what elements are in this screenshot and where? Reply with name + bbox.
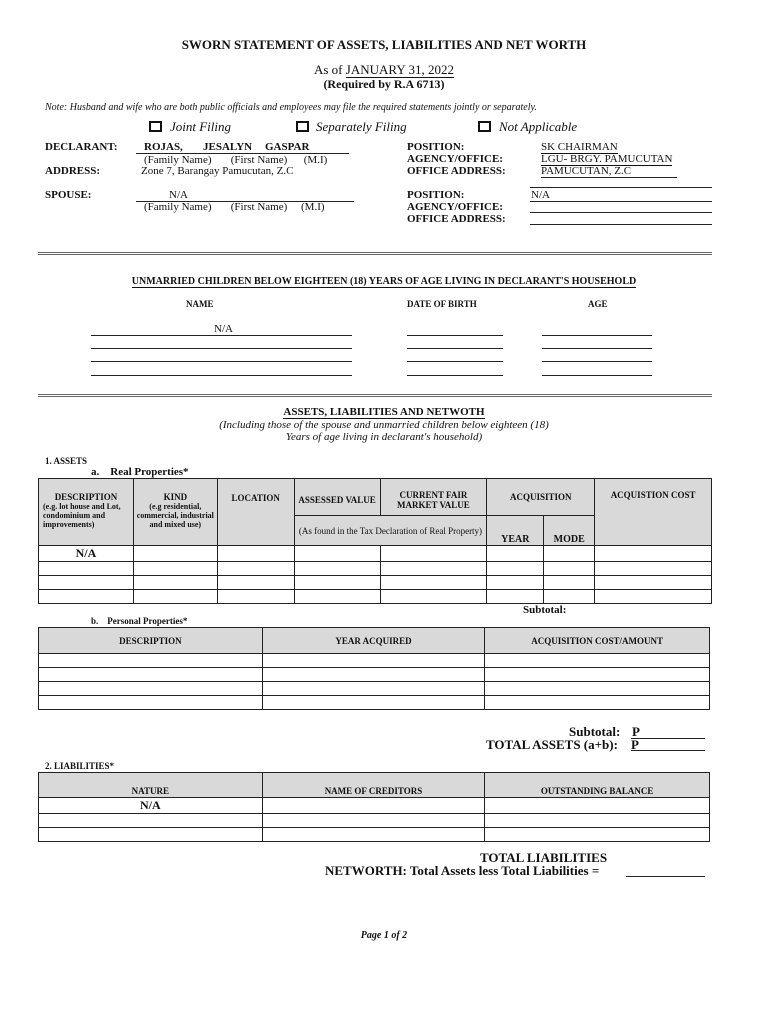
liabilities-col-creditors: NAME OF CREDITORS bbox=[262, 773, 485, 798]
table-cell[interactable] bbox=[39, 814, 263, 828]
table-cell[interactable] bbox=[380, 562, 487, 576]
page-footer: Page 1 of 2 bbox=[360, 930, 408, 941]
not-applicable-checkbox[interactable] bbox=[478, 121, 491, 132]
document-title: SWORN STATEMENT OF ASSETS, LIABILITIES AND NET WORTH bbox=[181, 37, 587, 52]
child-dob-line[interactable] bbox=[407, 348, 503, 349]
agency-value: LGU- BRGY. PAMUCUTAN bbox=[541, 153, 673, 165]
table-row bbox=[39, 546, 712, 562]
child-age-line[interactable] bbox=[542, 348, 652, 349]
table-cell[interactable] bbox=[294, 590, 380, 604]
address-label: ADDRESS: bbox=[45, 165, 101, 177]
section-divider bbox=[38, 252, 712, 255]
as-of-date: JANUARY 31, 2022 bbox=[345, 62, 454, 77]
real-properties-label: a. Real Properties* bbox=[91, 466, 189, 478]
spouse-name-sublabels: (Family Name) (First Name) (M.I) bbox=[144, 201, 325, 213]
child-name-line[interactable] bbox=[91, 335, 352, 336]
spouse-label: SPOUSE: bbox=[45, 189, 92, 201]
real-col-location: LOCATION bbox=[217, 479, 294, 546]
networth-label: NETWORTH: Total Assets less Total Liabilities = bbox=[325, 863, 600, 878]
table-cell[interactable] bbox=[217, 576, 294, 590]
table-cell[interactable] bbox=[595, 562, 712, 576]
table-cell[interactable] bbox=[262, 668, 485, 682]
real-tax-note: (As found in the Tax Declaration of Real Property) bbox=[294, 516, 487, 546]
spouse-position-line bbox=[530, 201, 712, 202]
child-age-line[interactable] bbox=[542, 361, 652, 362]
table-cell[interactable] bbox=[544, 546, 595, 562]
children-heading bbox=[0, 276, 768, 287]
declarant-first-name: JESALYN bbox=[203, 141, 253, 153]
table-cell[interactable] bbox=[294, 576, 380, 590]
children-heading-text: UNMARRIED CHILDREN BELOW EIGHTEEN (18) YEARS OF AGE LIVING IN DECLARANT'S HOUSEHOLD bbox=[131, 276, 637, 287]
real-col-kind bbox=[133, 479, 217, 546]
spouse-position-value: N/A bbox=[531, 189, 550, 201]
address-value: Zone 7, Barangay Pamucutan, Z.C bbox=[141, 165, 294, 177]
table-cell[interactable] bbox=[485, 682, 710, 696]
table-cell[interactable] bbox=[595, 576, 712, 590]
blank-line bbox=[530, 187, 712, 188]
personal-subtotal-label: Subtotal: bbox=[569, 724, 621, 739]
table-cell[interactable] bbox=[133, 562, 217, 576]
total-assets-line bbox=[631, 750, 705, 751]
table-cell[interactable] bbox=[39, 562, 134, 576]
table-cell[interactable] bbox=[217, 562, 294, 576]
table-cell[interactable] bbox=[262, 798, 485, 814]
declarant-name-sublabels: (Family Name) (First Name) (M.I) bbox=[144, 154, 328, 166]
table-cell[interactable] bbox=[262, 814, 485, 828]
spouse-office-address-label: OFFICE ADDRESS: bbox=[407, 213, 506, 225]
real-subtotal-label: Subtotal: bbox=[523, 604, 567, 616]
table-cell[interactable] bbox=[133, 576, 217, 590]
table-row bbox=[39, 696, 710, 710]
alnw-subtitle-1: (Including those of the spouse and unmarried children below eighteen (18) bbox=[219, 419, 549, 431]
table-row bbox=[39, 654, 710, 668]
table-cell[interactable] bbox=[39, 576, 134, 590]
table-cell[interactable] bbox=[39, 668, 263, 682]
table-cell[interactable] bbox=[262, 654, 485, 668]
table-cell[interactable] bbox=[39, 696, 263, 710]
networth-line bbox=[626, 876, 705, 877]
children-col-name: NAME bbox=[186, 299, 214, 309]
office-address-value: PAMUCUTAN, Z.C bbox=[541, 165, 632, 177]
children-first-entry: N/A bbox=[214, 323, 233, 335]
real-col-assessed: ASSESSED VALUE bbox=[294, 479, 380, 516]
agency-label: AGENCY/OFFICE: bbox=[407, 153, 503, 165]
children-col-dob: DATE OF BIRTH bbox=[407, 299, 477, 309]
personal-properties-label: b. Personal Properties* bbox=[91, 616, 188, 626]
child-name-line[interactable] bbox=[91, 361, 352, 362]
declarant-family-name: ROJAS, bbox=[144, 141, 183, 153]
table-row bbox=[39, 798, 710, 814]
table-cell[interactable] bbox=[485, 654, 710, 668]
liabilities-first-entry[interactable]: N/A bbox=[39, 798, 263, 814]
subtotal-line bbox=[631, 738, 705, 739]
joint-filing-checkbox[interactable] bbox=[149, 121, 162, 132]
table-row bbox=[39, 562, 712, 576]
real-properties-table bbox=[38, 478, 712, 604]
child-dob-line[interactable] bbox=[407, 335, 503, 336]
separate-filing-checkbox[interactable] bbox=[296, 121, 309, 132]
table-cell[interactable] bbox=[262, 696, 485, 710]
table-cell[interactable] bbox=[487, 546, 544, 562]
as-of-line bbox=[0, 62, 768, 78]
table-cell[interactable] bbox=[294, 546, 380, 562]
real-col-mode: MODE bbox=[544, 516, 595, 546]
liabilities-col-nature: NATURE bbox=[39, 773, 263, 798]
real-col-acquisition: ACQUISITION bbox=[487, 479, 595, 516]
table-row bbox=[39, 682, 710, 696]
spouse-office-line bbox=[530, 224, 712, 225]
table-cell[interactable] bbox=[544, 590, 595, 604]
table-cell[interactable] bbox=[217, 590, 294, 604]
table-cell[interactable] bbox=[294, 562, 380, 576]
declarant-label: DECLARANT: bbox=[45, 141, 118, 153]
liabilities-label: 2. LIABILITIES* bbox=[45, 761, 115, 771]
child-dob-line[interactable] bbox=[407, 375, 503, 376]
real-first-entry[interactable]: N/A bbox=[39, 546, 134, 562]
personal-col-description: DESCRIPTION bbox=[39, 628, 263, 654]
separate-filing-label: Separately Filing bbox=[316, 119, 407, 134]
table-cell[interactable] bbox=[485, 798, 710, 814]
position-value: SK CHAIRMAN bbox=[541, 141, 618, 153]
table-cell[interactable] bbox=[595, 546, 712, 562]
total-assets-value: P bbox=[631, 737, 639, 752]
table-cell[interactable] bbox=[544, 576, 595, 590]
office-address-label: OFFICE ADDRESS: bbox=[407, 165, 506, 177]
personal-subtotal-value: P bbox=[632, 724, 640, 739]
joint-filing-label: Joint Filing bbox=[170, 119, 232, 134]
children-col-age: AGE bbox=[588, 299, 608, 309]
filing-note: Note: Husband and wife who are both public officials and employees may file the required statements jointly or separately. bbox=[45, 102, 537, 113]
real-col-description bbox=[39, 479, 134, 546]
real-kind-sub: (e.g residential, commercial, industrial and mixed use) bbox=[136, 502, 214, 529]
table-cell[interactable] bbox=[39, 828, 263, 842]
table-cell[interactable] bbox=[487, 562, 544, 576]
table-row bbox=[39, 668, 710, 682]
office-address-line bbox=[541, 177, 677, 178]
section-divider bbox=[38, 394, 712, 397]
child-age-line[interactable] bbox=[542, 375, 652, 376]
table-row bbox=[39, 828, 710, 842]
table-cell[interactable] bbox=[39, 590, 134, 604]
table-cell[interactable] bbox=[544, 562, 595, 576]
real-description-sub: (e.g. lot house and Lot, condominium and improvements) bbox=[43, 502, 121, 529]
table-cell[interactable] bbox=[485, 668, 710, 682]
real-col-acq-cost: ACQUISTION COST bbox=[595, 479, 712, 546]
alnw-heading bbox=[0, 406, 768, 418]
real-col-year: YEAR bbox=[487, 516, 544, 546]
required-by: (Required by R.A 6713) bbox=[323, 77, 445, 91]
table-cell[interactable] bbox=[39, 654, 263, 668]
table-cell[interactable] bbox=[595, 590, 712, 604]
spouse-agency-line bbox=[530, 212, 712, 213]
table-cell[interactable] bbox=[485, 814, 710, 828]
child-dob-line[interactable] bbox=[407, 361, 503, 362]
liabilities-col-balance: OUTSTANDING BALANCE bbox=[485, 773, 710, 798]
assets-label: 1. ASSETS bbox=[45, 456, 88, 466]
child-name-line[interactable] bbox=[91, 375, 352, 376]
table-cell[interactable] bbox=[485, 696, 710, 710]
table-cell[interactable] bbox=[487, 576, 544, 590]
table-cell[interactable] bbox=[380, 576, 487, 590]
child-age-line[interactable] bbox=[542, 335, 652, 336]
alnw-heading-text: ASSETS, LIABILITIES AND NETWOTH bbox=[283, 406, 485, 418]
real-kind-header: KIND bbox=[163, 492, 188, 502]
table-cell[interactable] bbox=[262, 682, 485, 696]
total-liabilities-label: TOTAL LIABILITIES bbox=[480, 850, 608, 865]
spouse-position-label: POSITION: bbox=[407, 189, 465, 201]
table-cell[interactable] bbox=[133, 546, 217, 562]
liabilities-table bbox=[38, 772, 710, 842]
table-row bbox=[39, 814, 710, 828]
table-cell[interactable] bbox=[217, 546, 294, 562]
table-row bbox=[39, 590, 712, 604]
real-col-fair-market: CURRENT FAIR MARKET VALUE bbox=[380, 479, 487, 516]
alnw-subtitle-2: Years of age living in declarant's household) bbox=[285, 431, 483, 443]
table-cell[interactable] bbox=[485, 828, 710, 842]
spouse-name: N/A bbox=[169, 189, 188, 201]
total-assets-label: TOTAL ASSETS (a+b): bbox=[486, 737, 618, 752]
personal-properties-table bbox=[38, 627, 710, 710]
table-cell[interactable] bbox=[380, 590, 487, 604]
position-label: POSITION: bbox=[407, 141, 465, 153]
declarant-mi: GASPAR bbox=[265, 141, 310, 153]
as-of-label: As of bbox=[313, 62, 343, 77]
table-cell[interactable] bbox=[262, 828, 485, 842]
table-cell[interactable] bbox=[133, 590, 217, 604]
personal-col-cost: ACQUISITION COST/AMOUNT bbox=[485, 628, 710, 654]
real-description-header: DESCRIPTION bbox=[54, 492, 118, 502]
personal-col-year: YEAR ACQUIRED bbox=[262, 628, 485, 654]
not-applicable-label: Not Applicable bbox=[499, 119, 578, 134]
spouse-agency-label: AGENCY/OFFICE: bbox=[407, 201, 503, 213]
table-cell[interactable] bbox=[380, 546, 487, 562]
table-cell[interactable] bbox=[487, 590, 544, 604]
table-cell[interactable] bbox=[39, 682, 263, 696]
child-name-line[interactable] bbox=[91, 348, 352, 349]
table-row bbox=[39, 576, 712, 590]
